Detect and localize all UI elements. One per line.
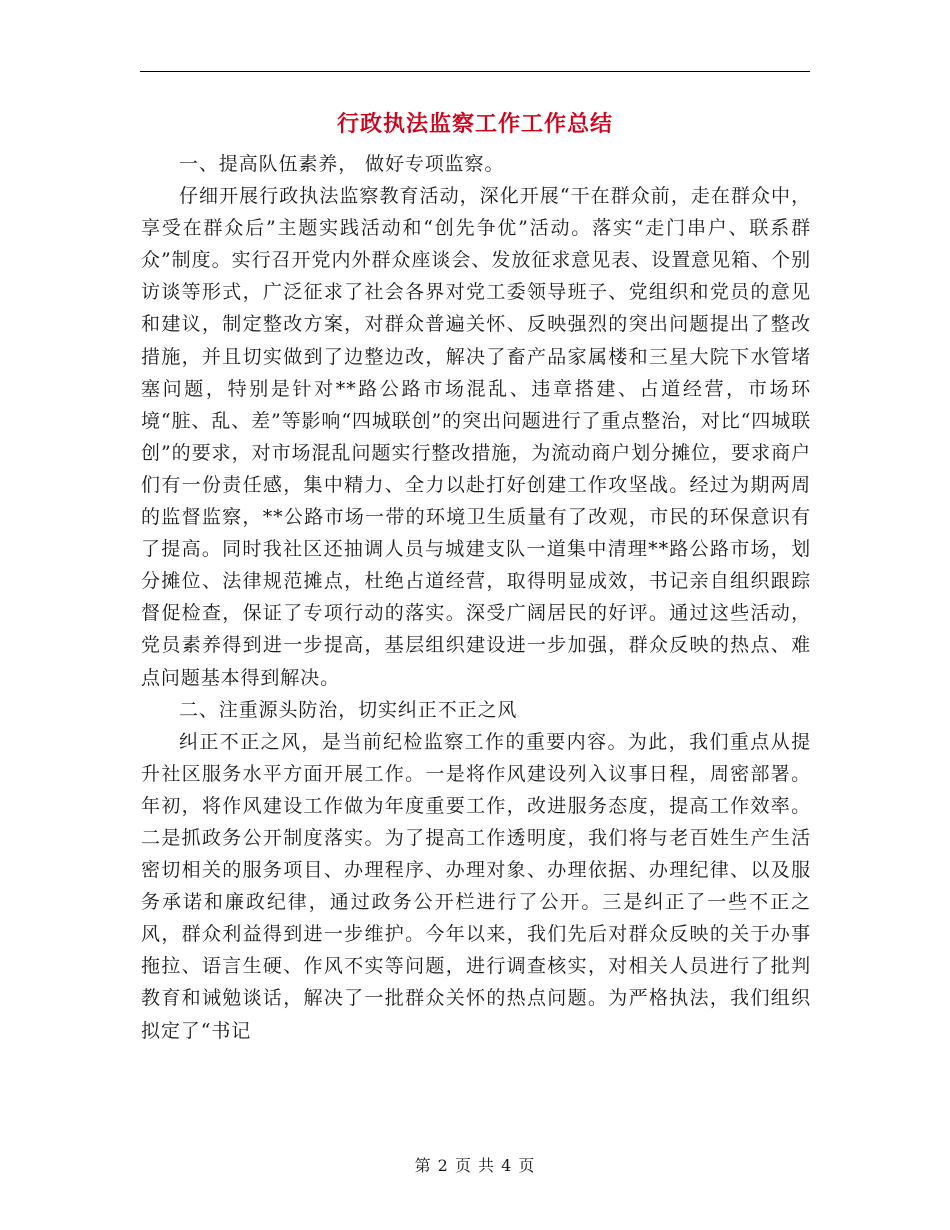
- section-heading-2: 二、注重源头防治，切实纠正不正之风: [179, 698, 518, 721]
- body-paragraph-2: 纠正不正之风，是当前纪检监察工作的重要内容。为此，我们重点从提升社区服务水平方面开展工作。一是将作风建设列入议事日程，周密部署。年初，将作风建设工作做为年度重要工作，改进服务态度，提高工作效率。二是抓政务公开制度落实。为了提高工作透明度，我们将与老百姓生产生活密切相关的服务项目、办理程序、办理对象、办理依据、办理纪律、以及服务承诺和廉政纪律，通过政务公开栏进行了公开。三是纠正了一些不正之风，群众利益得到进一步维护。今年以来，我们先后对群众反映的关于办事拖拉、语言生硬、作风不实等问题，进行调查核实，对相关人员进行了批判教育和诫勉谈话，解决了一批群众关怀的热点问题。为严格执法，我们组织拟定了“书记: [141, 730, 811, 1042]
- header-rule: [140, 71, 810, 72]
- document-body: [141, 148, 811, 1047]
- section-heading-1: 一、提高队伍素养， 做好专项监察。: [179, 153, 505, 175]
- page-number-footer: 第 2 页 共 4 页: [414, 1156, 536, 1175]
- document-title: 行政执法监察工作工作总结: [336, 111, 613, 137]
- body-paragraph-1: 仔细开展行政执法监察教育活动，深化开展“干在群众前，走在群众中，享受在群众后”主题实践活动和“创先争优”活动。落实“走门串户、联系群众”制度。实行召开党内外群众座谈会、发放征求意见表、设置意见箱、个别访谈等形式，广泛征求了社会各界对党工委领导班子、党组织和党员的意见和建议，制定整改方案，对群众普遍关怀、反映强烈的突出问题提出了整改措施，并且切实做到了边整边改，解决了畜产品家属楼和三星大院下水管堵塞问题，特别是针对**路公路市场混乱、违章搭建、占道经营，市场环境“脏、乱、差”等影响“四城联创”的突出问题进行了重点整治，对比“四城联创”的要求，对市场混乱问题实行整改措施，为流动商户划分摊位，要求商户们有一份责任感，集中精力、全力以赴打好创建工作攻坚战。经过为期两周的监督监察，**公路市场一带的环境卫生质量有了改观，市民的环保意识有了提高。同时我社区还抽调人员与城建支队一道集中清理**路公路市场，划分摊位、法律规范摊点，杜绝占道经营，取得明显成效，书记亲自组织跟踪督促检查，保证了专项行动的落实。深受广阔居民的好评。通过这些活动，党员素养得到进一步提高，基层组织建设进一步加强，群众反映的热点、难点问题基本得到解决。: [141, 185, 811, 689]
